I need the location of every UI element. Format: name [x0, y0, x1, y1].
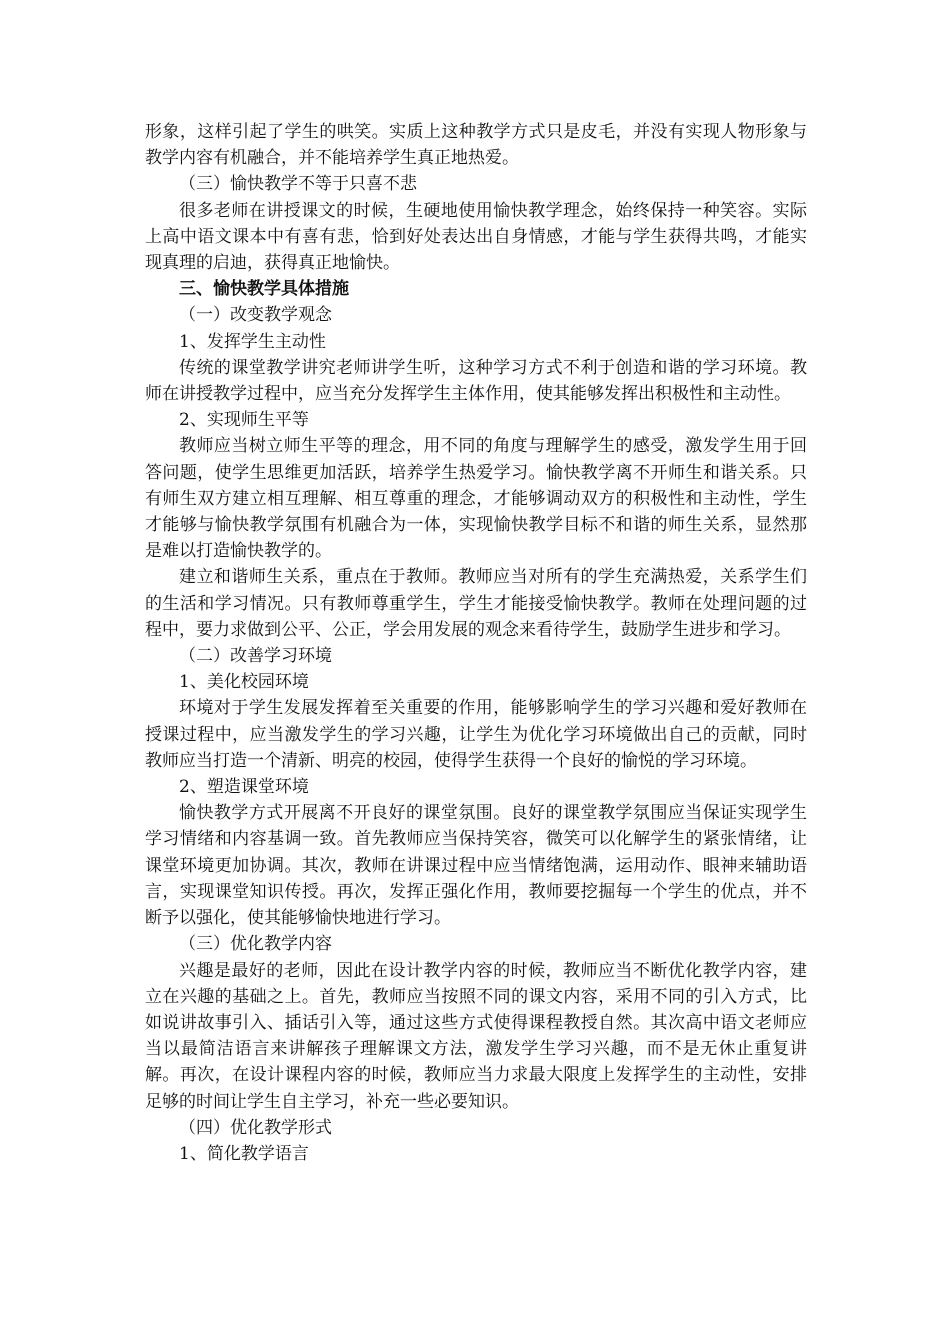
paragraph: 愉快教学方式开展离不开良好的课堂氛围。良好的课堂教学氛围应当保证实现学生学习情绪和内容基调一致。首先教师应当保持笑容，微笑可以化解学生的紧张情绪，让课堂环境更加协调。其次，教师在讲课过程中应当情绪饱满，运用动作、眼神来辅助语言，实现课堂知识传授。再次，发挥正强化作用，教师要挖掘每一个学生的优点，并不断予以强化，使其能够愉快地进行学习。	[145, 803, 807, 929]
subheading: （一）改变教学观念	[179, 305, 332, 326]
document-body	[145, 119, 807, 1167]
paragraph: 兴趣是最好的老师，因此在设计教学内容的时候，教师应当不断优化教学内容，建立在兴趣的基础之上。首先，教师应当按照不同的课文内容，采用不同的引入方式，比如说讲故事引入、插话引入等，通过这些方式使得课程教授自然。其次高中语文老师应当以最简洁语言来讲解孩子理解课文方法，激发学生学习兴趣，而不是无休止重复讲解。再次，在设计课程内容的时候，教师应当力求最大限度上发挥学生的主动性，安排足够的时间让学生自主学习，补充一些必要知识。	[145, 960, 807, 1112]
subheading: （三）愉快教学不等于只喜不悲	[179, 174, 417, 195]
subheading: （四）优化教学形式	[179, 1117, 332, 1138]
subheading: 1、发挥学生主动性	[179, 331, 326, 352]
paragraph: 建立和谐师生关系，重点在于教师。教师应当对所有的学生充满热爱，关系学生们的生活和学习情况。只有教师尊重学生，学生才能接受愉快教学。教师在处理问题的过程中，要力求做到公平、公正，学会用发展的观念来看待学生，鼓励学生进步和学习。	[145, 567, 807, 640]
subheading: 1、美化校园环境	[179, 672, 309, 693]
paragraph: 教师应当树立师生平等的理念，用不同的角度与理解学生的感受，激发学生用于回答问题，使学生思维更加活跃，培养学生热爱学习。愉快教学离不开师生和谐关系。只有师生双方建立相互理解、相互尊重的理念，才能够调动双方的积极性和主动性，学生才能够与愉快教学氛围有机融合为一体，实现愉快教学目标不和谐的师生关系，显然那是难以打造愉快教学的。	[145, 436, 807, 562]
subheading: （三）优化教学内容	[179, 934, 332, 955]
subheading: 2、塑造课堂环境	[179, 777, 309, 798]
subheading: 1、简化教学语言	[179, 1143, 309, 1164]
paragraph: 环境对于学生发展发挥着至关重要的作用，能够影响学生的学习兴趣和爱好教师在授课过程中，应当激发学生的学习兴趣，让学生为优化学习环境做出自己的贡献，同时教师应当打造一个清新、明亮的校园，使得学生获得一个良好的愉悦的学习环境。	[145, 698, 807, 771]
paragraph: 很多老师在讲授课文的时候，生硬地使用愉快教学理念，始终保持一种笑容。实际上高中语文课本中有喜有悲，恰到好处表达出自身情感，才能与学生获得共鸣，才能实现真理的启迪，获得真正地愉快。	[145, 200, 807, 274]
paragraph-continuation: 形象，这样引起了学生的哄笑。实质上这种教学方式只是皮毛，并没有实现人物形象与教学内容有机融合，并不能培养学生真正地热爱。	[145, 122, 807, 169]
subheading: （二）改善学习环境	[179, 646, 332, 667]
subheading: 2、实现师生平等	[179, 410, 309, 431]
paragraph: 传统的课堂教学讲究老师讲学生听，这种学习方式不利于创造和谐的学习环境。教师在讲授教学过程中，应当充分发挥学生主体作用，使其能够发挥出积极性和主动性。	[145, 357, 807, 405]
section-heading: 三、愉快教学具体措施	[179, 279, 349, 300]
